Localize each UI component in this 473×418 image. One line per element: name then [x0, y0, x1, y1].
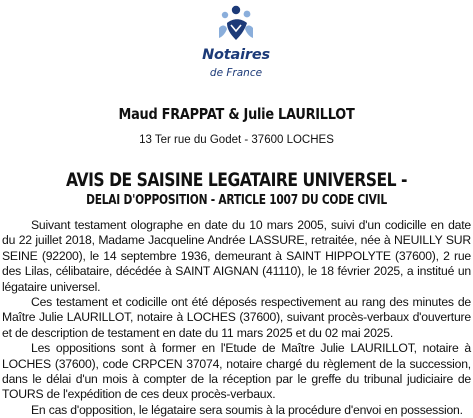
paragraph-oppositions: Les oppositions sont à former en l'Etude de Maître Julie LAURILLOT, notaire à LOCHES (37600), code CRPCEN 37074, notaire chargé du règlement de la succession, dans le délai d'un mois à compter de la réception par le greffe du tribunal judiciaire de TOURS de l'expédition de ces deux procès-verbaux.: [2, 341, 471, 402]
notaires-de-france-logo: [186, 4, 286, 84]
notice-subtitle: DELAI D'OPPOSITION - ARTICLE 1007 DU CODE CIVIL: [86, 193, 387, 208]
notice-body: [2, 218, 471, 418]
logo-subtitle: de France: [209, 67, 263, 79]
office-address: 13 Ter rue du Godet - 37600 LOCHES: [139, 134, 334, 146]
logo-title: Notaires: [202, 47, 270, 63]
paragraph-deposit: Ces testament et codicille ont été déposés respectivement au rang des minutes de Maître Julie LAURILLOT, notaire à LOCHES (37600), suivant procès-verbaux d'ouverture et de description de testament en date du 11 mars 2025 et du 02 mai 2025.: [2, 295, 471, 340]
paragraph-possession: En cas d'opposition, le légataire sera soumis à la procédure d'envoi en possession.: [31, 402, 463, 417]
notaires-emblem-icon: [212, 4, 260, 48]
notice-title: AVIS DE SAISINE LEGATAIRE UNIVERSEL -: [66, 169, 407, 191]
notaries-names: Maud FRAPPAT & Julie LAURILLOT: [118, 105, 355, 123]
paragraph-testament: Suivant testament olographe en date du 10 mars 2005, suivi d'un codicille en date du 22 juillet 2018, Madame Jacqueline Andrée LASSURE, retraitée, née à NEUILLY SUR SEINE (92200), le 14 septembre 1936, demeurant à SAINT HIPPOLYTE (37600), 2 rue des Lilas, célibataire, décédée à SAINT AIGNAN (41110), le 18 février 2025, a institué un légataire universel.: [2, 218, 471, 294]
